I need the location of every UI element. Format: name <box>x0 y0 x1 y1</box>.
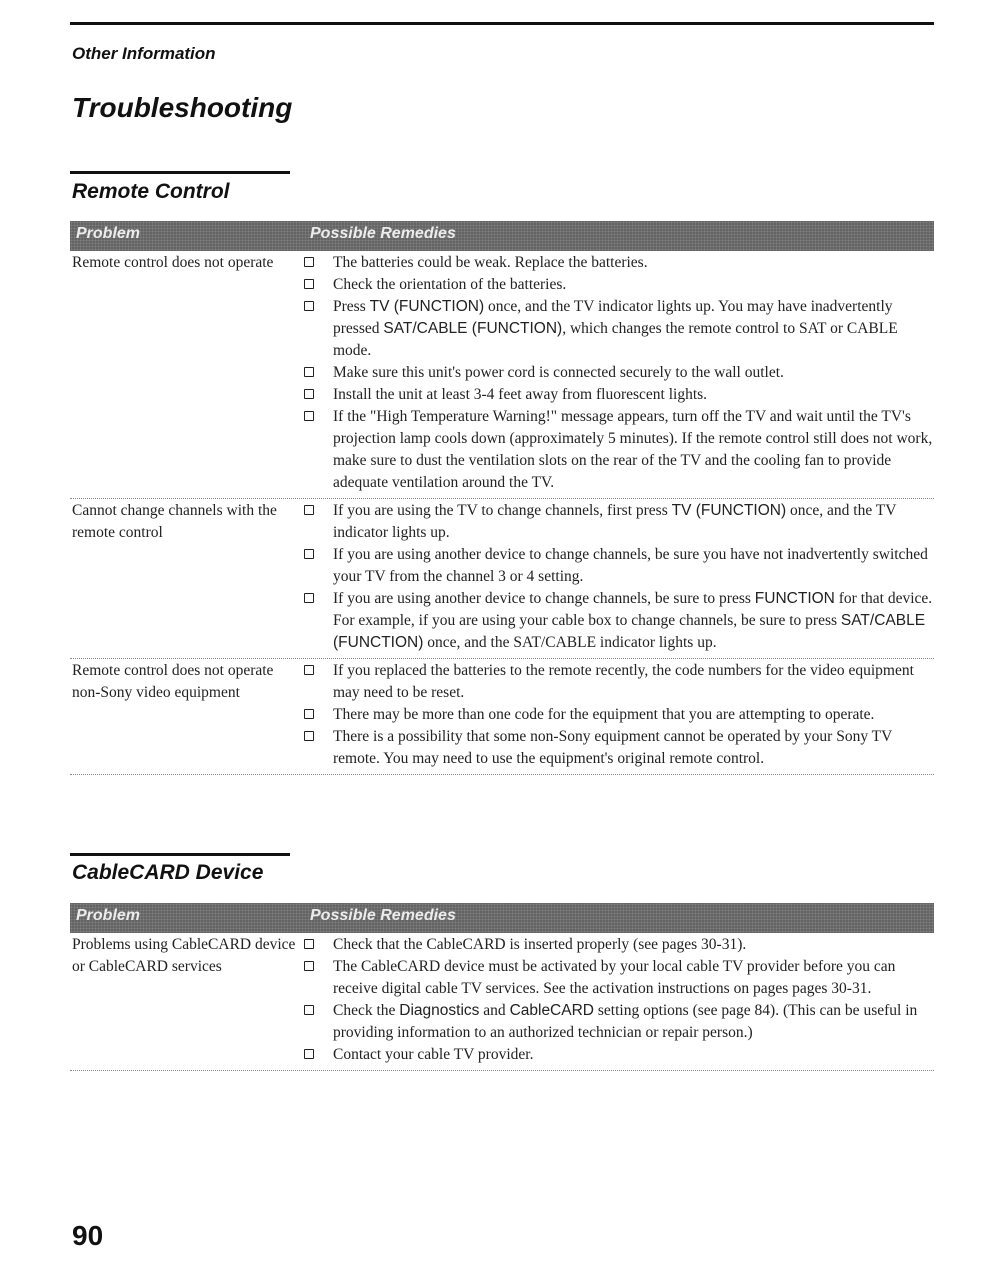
column-header-problem: Problem <box>76 225 141 242</box>
remedy-text <box>333 296 934 362</box>
table-body <box>70 251 934 775</box>
checkbox-bullet-icon <box>304 549 314 559</box>
button-name-text: FUNCTION <box>754 590 835 607</box>
remedy-item <box>304 406 934 494</box>
manual-page <box>70 0 934 1284</box>
table-header <box>70 221 934 251</box>
checkbox-bullet-icon <box>304 939 314 949</box>
remedy-item <box>304 588 934 654</box>
button-name-text: Diagnostics <box>399 1002 480 1019</box>
remedy-item <box>304 1000 934 1044</box>
table-header <box>70 903 934 933</box>
remedy-item <box>304 500 934 544</box>
problem-cell: Problems using CableCARD device or CableCARD services <box>72 936 296 975</box>
remedy-item <box>304 1044 934 1066</box>
checkbox-bullet-icon <box>304 279 314 289</box>
remedy-text-segment: Contact your cable TV provider. <box>333 1046 534 1063</box>
top-rule <box>70 22 934 25</box>
button-name-text: SAT/CABLE (FUNCTION) <box>333 612 926 651</box>
remedy-item <box>304 296 934 362</box>
remedy-text-segment: If the "High Temperature Warning!" message appears, turn off the TV and wait until the TV's projection lamp cools down (approximately 5 minutes). If the remote control still does not work, make sure to dust the ventilation slots on the rear of the TV and the cooling fan to provide adequate ventilation around the TV. <box>333 408 933 491</box>
checkbox-bullet-icon <box>304 389 314 399</box>
remedy-text <box>333 956 934 1000</box>
remedy-text <box>333 544 934 588</box>
remedy-text-segment: Install the unit at least 3-4 feet away from fluorescent lights. <box>333 386 708 403</box>
table-body <box>70 933 934 1071</box>
remedy-text <box>333 660 934 704</box>
remedy-item <box>304 384 934 406</box>
remedies-cell <box>304 500 934 654</box>
checkbox-bullet-icon <box>304 367 314 377</box>
remedy-item <box>304 956 934 1000</box>
remedy-text <box>333 1000 934 1044</box>
remedy-text <box>333 500 934 544</box>
checkbox-bullet-icon <box>304 1049 314 1059</box>
button-name-text: CableCARD <box>509 1002 594 1019</box>
remedy-text-segment: and <box>479 1002 510 1019</box>
remedy-text <box>333 406 934 494</box>
checkbox-bullet-icon <box>304 593 314 603</box>
remedy-text <box>333 934 934 956</box>
remedy-text <box>333 588 934 654</box>
remedy-text <box>333 274 934 296</box>
remedy-text <box>333 384 934 406</box>
remedy-text-segment: , which changes the remote control to SAT or CABLE mode. <box>333 320 898 359</box>
section-rule <box>70 853 290 856</box>
remote-control-table <box>70 221 934 775</box>
remedy-text-segment: If you are using the TV to change channels, first press <box>333 502 672 519</box>
remedy-text-segment: There is a possibility that some non-Sony equipment cannot be operated by your Sony TV remote. You may need to use the equipment's original remote control. <box>333 728 893 767</box>
remedy-text <box>333 1044 934 1066</box>
checkbox-bullet-icon <box>304 961 314 971</box>
remedy-text-segment: If you are using another device to change channels, be sure you have not inadvertently switched your TV from the channel 3 or 4 setting. <box>333 546 928 585</box>
remedy-text-segment: Press <box>333 298 370 315</box>
remedy-item <box>304 660 934 704</box>
section-heading-remote-control: Remote Control <box>72 180 230 203</box>
remedy-text-segment: Make sure this unit's power cord is connected securely to the wall outlet. <box>333 364 784 381</box>
remedies-cell <box>304 934 934 1066</box>
table-row <box>70 659 934 775</box>
checkbox-bullet-icon <box>304 731 314 741</box>
remedy-text-segment: The batteries could be weak. Replace the batteries. <box>333 254 648 271</box>
button-name-text: SAT/CABLE (FUNCTION) <box>383 320 563 337</box>
checkbox-bullet-icon <box>304 665 314 675</box>
remedy-text-segment: There may be more than one code for the equipment that you are attempting to operate. <box>333 706 875 723</box>
remedy-text <box>333 362 934 384</box>
checkbox-bullet-icon <box>304 411 314 421</box>
remedies-cell <box>304 252 934 494</box>
checkbox-bullet-icon <box>304 709 314 719</box>
section-heading-cablecard-device: CableCARD Device <box>72 861 264 884</box>
remedy-item <box>304 274 934 296</box>
problem-cell: Remote control does not operate non-Sony video equipment <box>72 662 274 701</box>
problem-cell: Cannot change channels with the remote control <box>72 502 277 541</box>
page-number: 90 <box>72 1220 104 1251</box>
section-label: Other Information <box>72 44 216 63</box>
remedy-item <box>304 544 934 588</box>
remedy-text-segment: If you replaced the batteries to the remote recently, the code numbers for the video equipment may need to be reset. <box>333 662 914 701</box>
remedies-cell <box>304 660 934 770</box>
remedy-text-segment: setting options (see page 84). (This can be useful in providing information to an authorized technician or repair person.) <box>333 1002 918 1041</box>
remedy-item <box>304 726 934 770</box>
remedy-text-segment: once, and the TV indicator lights up. <box>333 502 897 541</box>
remedy-item <box>304 934 934 956</box>
table-row <box>70 499 934 659</box>
checkbox-bullet-icon <box>304 257 314 267</box>
remedy-text-segment: If you are using another device to change channels, be sure to press <box>333 590 755 607</box>
remedy-text <box>333 704 934 726</box>
remedy-text <box>333 252 934 274</box>
column-header-problem: Problem <box>76 907 141 924</box>
remedy-item <box>304 704 934 726</box>
button-name-text: TV (FUNCTION) <box>671 502 787 519</box>
remedy-item <box>304 252 934 274</box>
checkbox-bullet-icon <box>304 301 314 311</box>
column-header-remedies: Possible Remedies <box>310 907 456 924</box>
problem-cell: Remote control does not operate <box>72 254 274 271</box>
remedy-text-segment: Check the <box>333 1002 400 1019</box>
remedy-text <box>333 726 934 770</box>
cablecard-table <box>70 903 934 1071</box>
remedy-text-segment: Check that the CableCARD is inserted properly (see pages 30-31). <box>333 936 747 953</box>
remedy-text-segment: Check the orientation of the batteries. <box>333 276 567 293</box>
checkbox-bullet-icon <box>304 1005 314 1015</box>
remedy-text-segment: once, and the SAT/CABLE indicator lights up. <box>423 634 717 651</box>
button-name-text: TV (FUNCTION) <box>369 298 485 315</box>
table-row <box>70 933 934 1071</box>
checkbox-bullet-icon <box>304 505 314 515</box>
page-title: Troubleshooting <box>72 92 293 123</box>
table-row <box>70 251 934 499</box>
column-header-remedies: Possible Remedies <box>310 225 456 242</box>
section-rule <box>70 171 290 174</box>
remedy-text-segment: for that device. For example, if you are using your cable box to change channels, be sure to press <box>333 590 933 629</box>
remedy-item <box>304 362 934 384</box>
remedy-text-segment: The CableCARD device must be activated by your local cable TV provider before you can receive digital cable TV services. See the activation instructions on pages pages 30-31. <box>333 958 896 997</box>
remedy-text-segment: once, and the TV indicator lights up. You may have inadvertently pressed <box>333 298 893 337</box>
